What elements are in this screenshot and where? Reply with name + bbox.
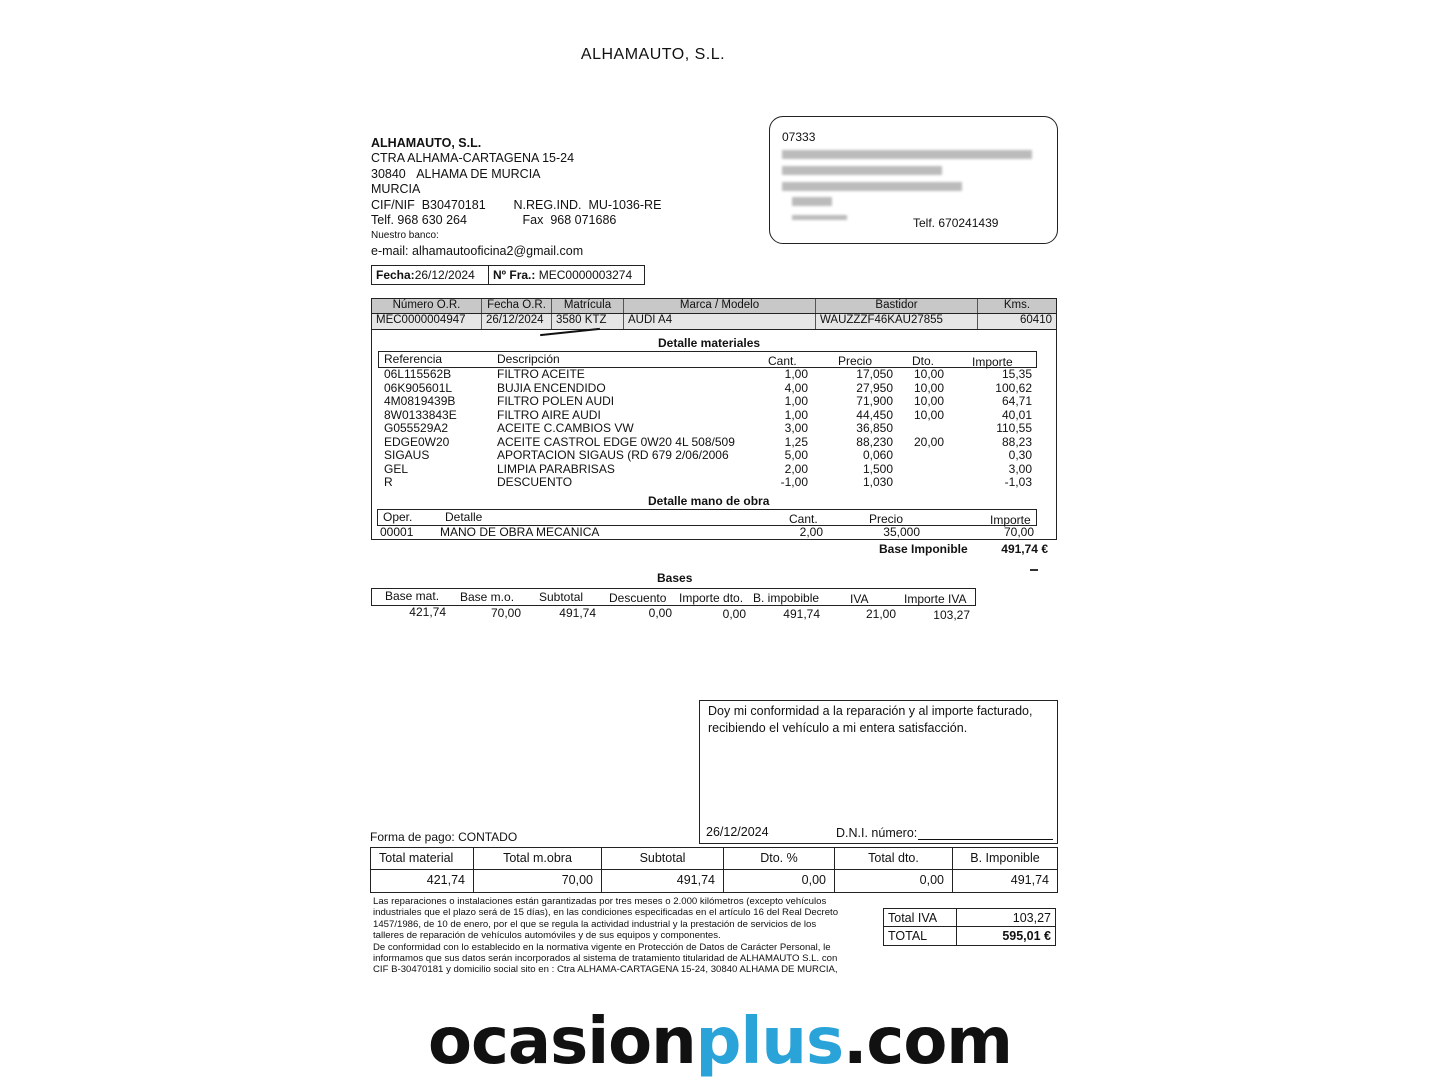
fax-value: 968 071686 [550,213,617,228]
mat-desc: LIMPIA PARABRISAS [497,461,615,476]
bases-header: Importe IVA [904,592,967,606]
company-city: ALHAMA DE MURCIA [416,166,541,181]
mat-price: 1,500 [862,461,893,476]
table-row [384,476,1032,490]
legal-line: CIF B-30470181 y domicilio social sito en : Ctra ALHAMA-CARTAGENA 15-24, 30840 ALHAMA DE MURCIA, [373,964,838,976]
invoice-header-box [371,265,645,285]
redacted-customer-city [782,182,962,191]
labor-header-amount: Importe [990,513,1031,527]
mat-qty: 3,00 [784,421,808,435]
customer-phone-label: Telf. [913,216,936,230]
totals-value: 70,00 [474,870,602,892]
grand-total-label: TOTAL [884,927,957,945]
mat-disc: 10,00 [914,380,945,395]
mat-header-price: Precio [838,354,873,368]
bases-header: Base m.o. [460,590,515,604]
labor-amount: 70,00 [1003,525,1034,539]
license-plate: 3580 KTZ [552,314,624,329]
totals-header: Total m.obra [474,848,602,869]
bank-label: Nuestro banco: [371,230,439,242]
payment-method [370,830,517,844]
mat-desc: ACEITE C.CAMBIOS VW [497,421,634,435]
order-date: 26/12/2024 [482,314,552,329]
table-row [384,449,1032,463]
date-label: Fecha: [376,268,415,282]
mat-ref: 06L115562B [384,367,452,381]
labor-qty: 2,00 [799,525,823,539]
mat-amount: 88,23 [1001,434,1032,449]
payment-value: CONTADO [458,830,518,844]
email-value: alhamautooficina2@gmail.com [412,243,584,258]
mat-ref: SIGAUS [384,448,430,462]
mat-qty: 1,25 [784,434,808,449]
mat-amount: 100,62 [995,380,1032,395]
mat-price: 17,050 [856,367,893,381]
legal-line: De conformidad con lo establecido en la normativa vigente en Protección de Datos de Carácter Personal, le [373,941,831,953]
mat-disc: 10,00 [914,407,945,422]
conformity-date: 26/12/2024 [706,825,769,839]
tel-label: Telf. [371,213,394,228]
total-iva-label: Total IVA [884,909,957,926]
bases-header: IVA [850,592,869,606]
table-row [384,395,1032,409]
mat-disc: 10,00 [914,394,945,408]
bases-header: Base mat. [385,589,440,603]
cif-label: CIF/NIF [371,197,415,212]
mat-price: 0,060 [862,448,893,462]
customer-code: 07333 [782,130,816,144]
mat-amount: 3,00 [1008,461,1032,476]
mat-amount: 110,55 [996,421,1032,435]
bases-header: Importe dto. [679,591,744,605]
totals-values-row [371,870,1057,892]
tel-value: 968 630 264 [397,213,467,228]
mat-amount: 15,35 [1001,367,1032,381]
vehicle-model: AUDI A4 [624,314,816,329]
final-totals-box [883,908,1056,946]
bases-value: 491,74 [783,607,820,621]
bases-value: 0,00 [722,607,746,621]
brand-part: plus [695,1005,844,1079]
redacted-customer-province [792,197,832,206]
customer-phone-value: 670241439 [938,216,999,230]
mat-price: 36,850 [856,421,893,435]
bases-title: Bases [657,571,693,585]
mat-disc: 20,00 [914,434,945,449]
totals-value: 491,74 [1010,873,1049,887]
redacted-customer-name [782,150,1032,159]
conformity-line: Doy mi conformidad a la reparación y al importe facturado, [708,704,1033,718]
totals-value: 0,00 [835,870,953,892]
fax-label: Fax [522,213,544,228]
mat-amount: -1,03 [1004,475,1032,489]
order-number: MEC0000004947 [372,314,482,329]
labor-header-qty: Cant. [789,512,818,526]
order-col-header: Fecha O.R. [482,299,552,313]
invoice-number [488,266,636,284]
grand-total-value: 595,01 € [1002,929,1051,943]
mat-ref: 06K905601L [384,380,453,395]
mat-desc: ACEITE CASTROL EDGE 0W20 4L 508/509 [497,434,735,449]
conformity-text [708,703,1032,737]
mat-desc: FILTRO AIRE AUDI [497,407,601,422]
email-label: e-mail: [371,243,409,258]
ocasionplus-logo [0,1000,1440,1080]
mat-ref: EDGE0W20 [384,434,450,449]
reg-label: N.REG.IND. [513,197,582,212]
mat-amount: 0,30 [1008,448,1032,462]
totals-header: Total material [371,848,474,869]
labor-header-oper: Oper. [383,510,413,524]
labor-title: Detalle mano de obra [648,494,770,508]
table-row [384,382,1032,396]
mat-header-qty: Cant. [768,354,797,368]
mat-desc: BUJIA ENCENDIDO [497,380,606,395]
total-iva-value: 103,27 [1012,911,1051,925]
invoice-date [372,266,488,284]
redacted-customer-id [792,215,847,220]
mat-desc: APORTACION SIGAUS (RD 679 2/06/2006 [497,448,729,462]
labor-header-price: Precio [869,512,904,526]
mat-qty: 4,00 [784,380,808,395]
mat-ref: 8W0133843E [384,407,457,422]
legal-line: Las reparaciones o instalaciones están garantizadas por tres meses o 2.000 kilómetros (excepto vehículos [373,896,827,907]
legal-line: talleres de reparación de vehículos automóviles y de sus equipos y componentes. [373,930,721,942]
labor-oper: 00001 [380,525,414,539]
bases-value: 103,27 [933,608,970,622]
bases-value: 21,00 [865,607,896,621]
brand-part: ocasion [428,1005,696,1079]
table-row [384,409,1032,423]
bases-header: B. impobible [753,591,820,605]
base-imponible-label: Base Imponible [879,542,968,556]
mat-header-disc: Dto. [912,354,935,368]
brand-part: .com [843,1005,1012,1079]
order-col-header: Matrícula [552,299,624,313]
totals-header: B. Imponible [970,851,1040,865]
mat-qty: 1,00 [784,394,808,408]
mat-ref: G055529A2 [384,421,449,435]
bases-header: Descuento [609,591,667,605]
company-city-line [371,167,661,182]
totals-value: 491,74 [602,870,724,892]
dni-label: D.N.I. número: [836,826,918,840]
order-col-header: Número O.R. [372,299,482,313]
dni-signature-line [918,839,1053,840]
labor-price: 35,000 [883,525,920,539]
vehicle-kms: 60410 [1020,314,1052,326]
grand-total-row [884,927,1055,945]
labor-header-detail: Detalle [445,510,483,524]
company-ids [371,198,661,213]
document-title: ALHAMAUTO, S.L. [580,46,726,63]
mat-amount: 40,01 [1001,407,1032,422]
table-row [384,463,1032,477]
totals-value: 0,00 [724,870,835,892]
dash-mark [1030,569,1038,571]
mat-amount: 64,71 [1001,394,1032,408]
order-header-row [371,298,1057,314]
legal-line: 1457/1986, de 10 de enero, por el que se regula la actividad industrial y la prestación de servicios de los [373,918,817,930]
order-values-row [371,314,1057,330]
bases-header: Subtotal [539,590,584,604]
mat-price: 27,950 [856,380,893,395]
totals-header-row [371,848,1057,870]
company-name: ALHAMAUTO, S.L. [371,136,482,150]
order-col-header: Marca / Modelo [624,299,816,313]
totals-header: Total dto. [835,848,953,869]
labor-detail: MANO DE OBRA MECANICA [440,525,600,539]
mat-desc: DESCUENTO [497,475,573,489]
mat-header-amount: Importe [972,355,1013,369]
bases-value: 70,00 [490,606,521,620]
totals-value: 421,74 [371,870,474,892]
cif-value: B30470181 [421,197,486,212]
order-col-header: Kms. [1003,299,1031,311]
order-col-header: Bastidor [816,299,978,313]
number-label: Nº Fra.: [493,268,536,282]
mat-price: 71,900 [856,394,893,408]
number-value: MEC0000003274 [538,268,633,282]
table-row [384,422,1032,436]
company-province: MURCIA [371,182,421,197]
legal-line: industriales que el plazo será de 15 días), en las condiciones especificadas en el artículo 16 del Real Decreto [373,907,839,919]
vehicle-vin: WAUZZZF46KAU27855 [816,314,978,329]
mat-price: 44,450 [856,407,893,422]
mat-disc: 10,00 [914,367,945,381]
total-iva-row [884,909,1055,927]
mat-qty: 1,00 [784,367,808,381]
legal-line: informamos que sus datos serán incorporados al sistema de tratamiento titularidad de ALHAMAUTO S.L. con [373,953,838,965]
date-value: 26/12/2024 [414,268,475,282]
table-row [384,368,1032,382]
mat-qty: 5,00 [784,448,808,462]
company-postal: 30840 [371,166,406,181]
table-row [384,436,1032,450]
customer-phone [913,216,998,230]
base-imponible-value: 491,74 € [1001,542,1048,556]
mat-qty: -1,00 [780,475,808,489]
materials-title: Detalle materiales [658,336,761,350]
bases-value: 0,00 [648,606,672,620]
totals-header: Dto. % [724,848,835,869]
mat-desc: FILTRO POLEN AUDI [497,394,615,408]
mat-price: 1,030 [862,475,893,489]
mat-price: 88,230 [856,434,893,449]
reg-value: MU-1036-RE [588,197,662,212]
mat-qty: 2,00 [784,461,808,476]
table-row [380,526,1034,540]
materials-header-box [378,351,1037,368]
mat-ref: GEL [384,461,409,476]
company-email-line [371,244,661,259]
redacted-customer-address [782,166,942,175]
mat-qty: 1,00 [784,407,808,422]
company-address: CTRA ALHAMA-CARTAGENA 15-24 [371,151,575,166]
conformity-line: recibiendo el vehículo a mi entera satisfacción. [708,721,968,735]
mat-header-ref: Referencia [384,352,443,366]
mat-header-desc: Descripción [497,352,560,366]
bases-value: 421,74 [409,605,446,619]
totals-table [370,847,1058,893]
bases-value: 491,74 [559,606,596,620]
payment-label: Forma de pago: [370,830,455,844]
mat-desc: FILTRO ACEITE [497,367,585,381]
mat-ref: 4M0819439B [384,394,456,408]
company-phones [371,213,661,228]
totals-header: Subtotal [602,848,724,869]
mat-ref: R [384,475,393,489]
legal-text [373,896,868,976]
company-info [371,136,661,259]
